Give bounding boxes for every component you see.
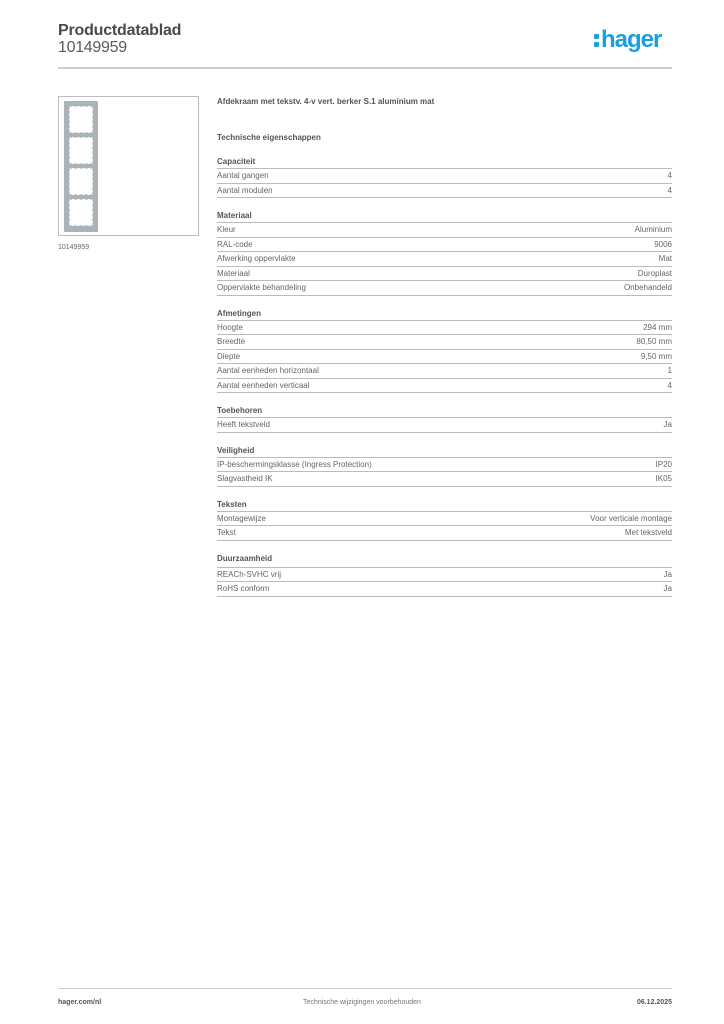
spec-value: IP20: [655, 459, 672, 469]
footer-website: hager.com/nl: [58, 999, 102, 1006]
spec-value: Ja: [663, 569, 672, 579]
spec-row: [217, 184, 672, 199]
image-caption: 10149959: [58, 244, 90, 251]
spec-label: Aantal modulen: [217, 185, 273, 195]
page-title: Productdatablad: [58, 22, 182, 39]
spec-row: [217, 238, 672, 253]
spec-value: Aluminium: [634, 225, 672, 234]
product-number: 10149959: [58, 39, 127, 56]
spec-label: Breedte: [217, 337, 246, 346]
spec-value: 4: [667, 185, 672, 195]
spec-row: [217, 568, 672, 583]
frame-slot: [69, 106, 93, 133]
spec-label: Heeft tekstveld: [217, 420, 270, 429]
section-materiaal: [217, 210, 672, 296]
hager-logo: [594, 28, 661, 52]
spec-label: Aantal eenheden horizontaal: [217, 366, 319, 375]
spec-label: Afwerking oppervlakte: [217, 254, 296, 263]
footer-date: 06.12.2025: [636, 999, 672, 1006]
section-title: Teksten: [217, 499, 672, 512]
spec-value: IK05: [655, 474, 672, 483]
footer-divider: [58, 988, 672, 989]
spec-label: Materiaal: [217, 268, 250, 278]
frame-slot: [69, 137, 93, 164]
spec-row: [217, 458, 672, 473]
spec-row: [217, 418, 672, 433]
section-title: Veiligheid: [217, 445, 672, 458]
spec-label: Kleur: [217, 225, 236, 234]
spec-row: [217, 281, 672, 296]
spec-row: [217, 252, 672, 267]
spec-row: [217, 526, 672, 541]
section-title: Duurzaamheid: [217, 553, 672, 568]
spec-label: Diepte: [217, 351, 241, 361]
spec-label: REACh-SVHC vrij: [217, 569, 282, 579]
spec-row: [217, 350, 672, 365]
cover-frame-illustration: [64, 101, 98, 232]
spec-row: [217, 321, 672, 336]
spec-value: 80,50 mm: [636, 337, 672, 346]
spec-row: [217, 472, 672, 487]
spec-row: [217, 267, 672, 282]
spec-label: IP-beschermingsklasse (Ingress Protection): [217, 459, 372, 469]
section-veiligheid: [217, 445, 672, 487]
spec-value: 4: [667, 171, 672, 180]
spec-value: Mat: [658, 254, 672, 263]
spec-value: Ja: [663, 420, 672, 429]
spec-row: [217, 169, 672, 184]
technical-properties-heading: Technische eigenschappen: [217, 133, 321, 142]
spec-label: RAL-code: [217, 239, 253, 249]
spec-label: Aantal eenheden verticaal: [217, 380, 310, 390]
spec-value: Met tekstveld: [624, 528, 672, 537]
spec-label: Hoogte: [217, 322, 243, 332]
spec-value: Duroplast: [637, 268, 672, 278]
spec-row: [217, 512, 672, 527]
spec-label: Aantal gangen: [217, 171, 269, 180]
section-teksten: [217, 499, 672, 541]
frame-slot: [69, 199, 93, 226]
spec-value: Ja: [663, 584, 672, 593]
section-title: Capaciteit: [217, 156, 672, 169]
section-toebehoren: [217, 405, 672, 433]
spec-value: 9,50 mm: [640, 351, 672, 361]
section-afmetingen: [217, 308, 672, 394]
spec-label: Montagewijze: [217, 513, 266, 523]
section-title: Toebehoren: [217, 405, 672, 418]
spec-row: [217, 364, 672, 379]
section-title: Afmetingen: [217, 308, 672, 321]
spec-value: 1: [667, 366, 672, 375]
spec-value: Onbehandeld: [623, 283, 672, 292]
spec-value: 294 mm: [643, 322, 672, 332]
spec-label: Oppervlakte behandeling: [217, 283, 306, 292]
frame-slot: [69, 168, 93, 195]
spec-value: 4: [667, 380, 672, 390]
section-duurzaamheid: [217, 553, 672, 597]
spec-label: Slagvastheid IK: [217, 474, 273, 483]
header-divider: [58, 67, 672, 69]
product-image: [58, 96, 199, 236]
section-capaciteit: [217, 156, 672, 198]
spec-value: Voor verticale montage: [590, 513, 672, 523]
spec-row: [217, 379, 672, 394]
spec-value: 9006: [654, 239, 672, 249]
spec-label: RoHS conform: [217, 584, 270, 593]
section-title: Materiaal: [217, 210, 672, 223]
spec-label: Tekst: [217, 528, 236, 537]
logo-text: hager: [601, 26, 662, 53]
spec-row: [217, 582, 672, 597]
spec-row: [217, 223, 672, 238]
product-specifications: [217, 96, 672, 597]
product-description: Afdekraam met tekstv. 4-v vert. berker S.1 aluminium mat: [217, 97, 435, 106]
logo-colon-icon: [594, 30, 600, 48]
spec-row: [217, 335, 672, 350]
footer-disclaimer: Technische wijzigingen voorbehouden: [303, 999, 421, 1006]
